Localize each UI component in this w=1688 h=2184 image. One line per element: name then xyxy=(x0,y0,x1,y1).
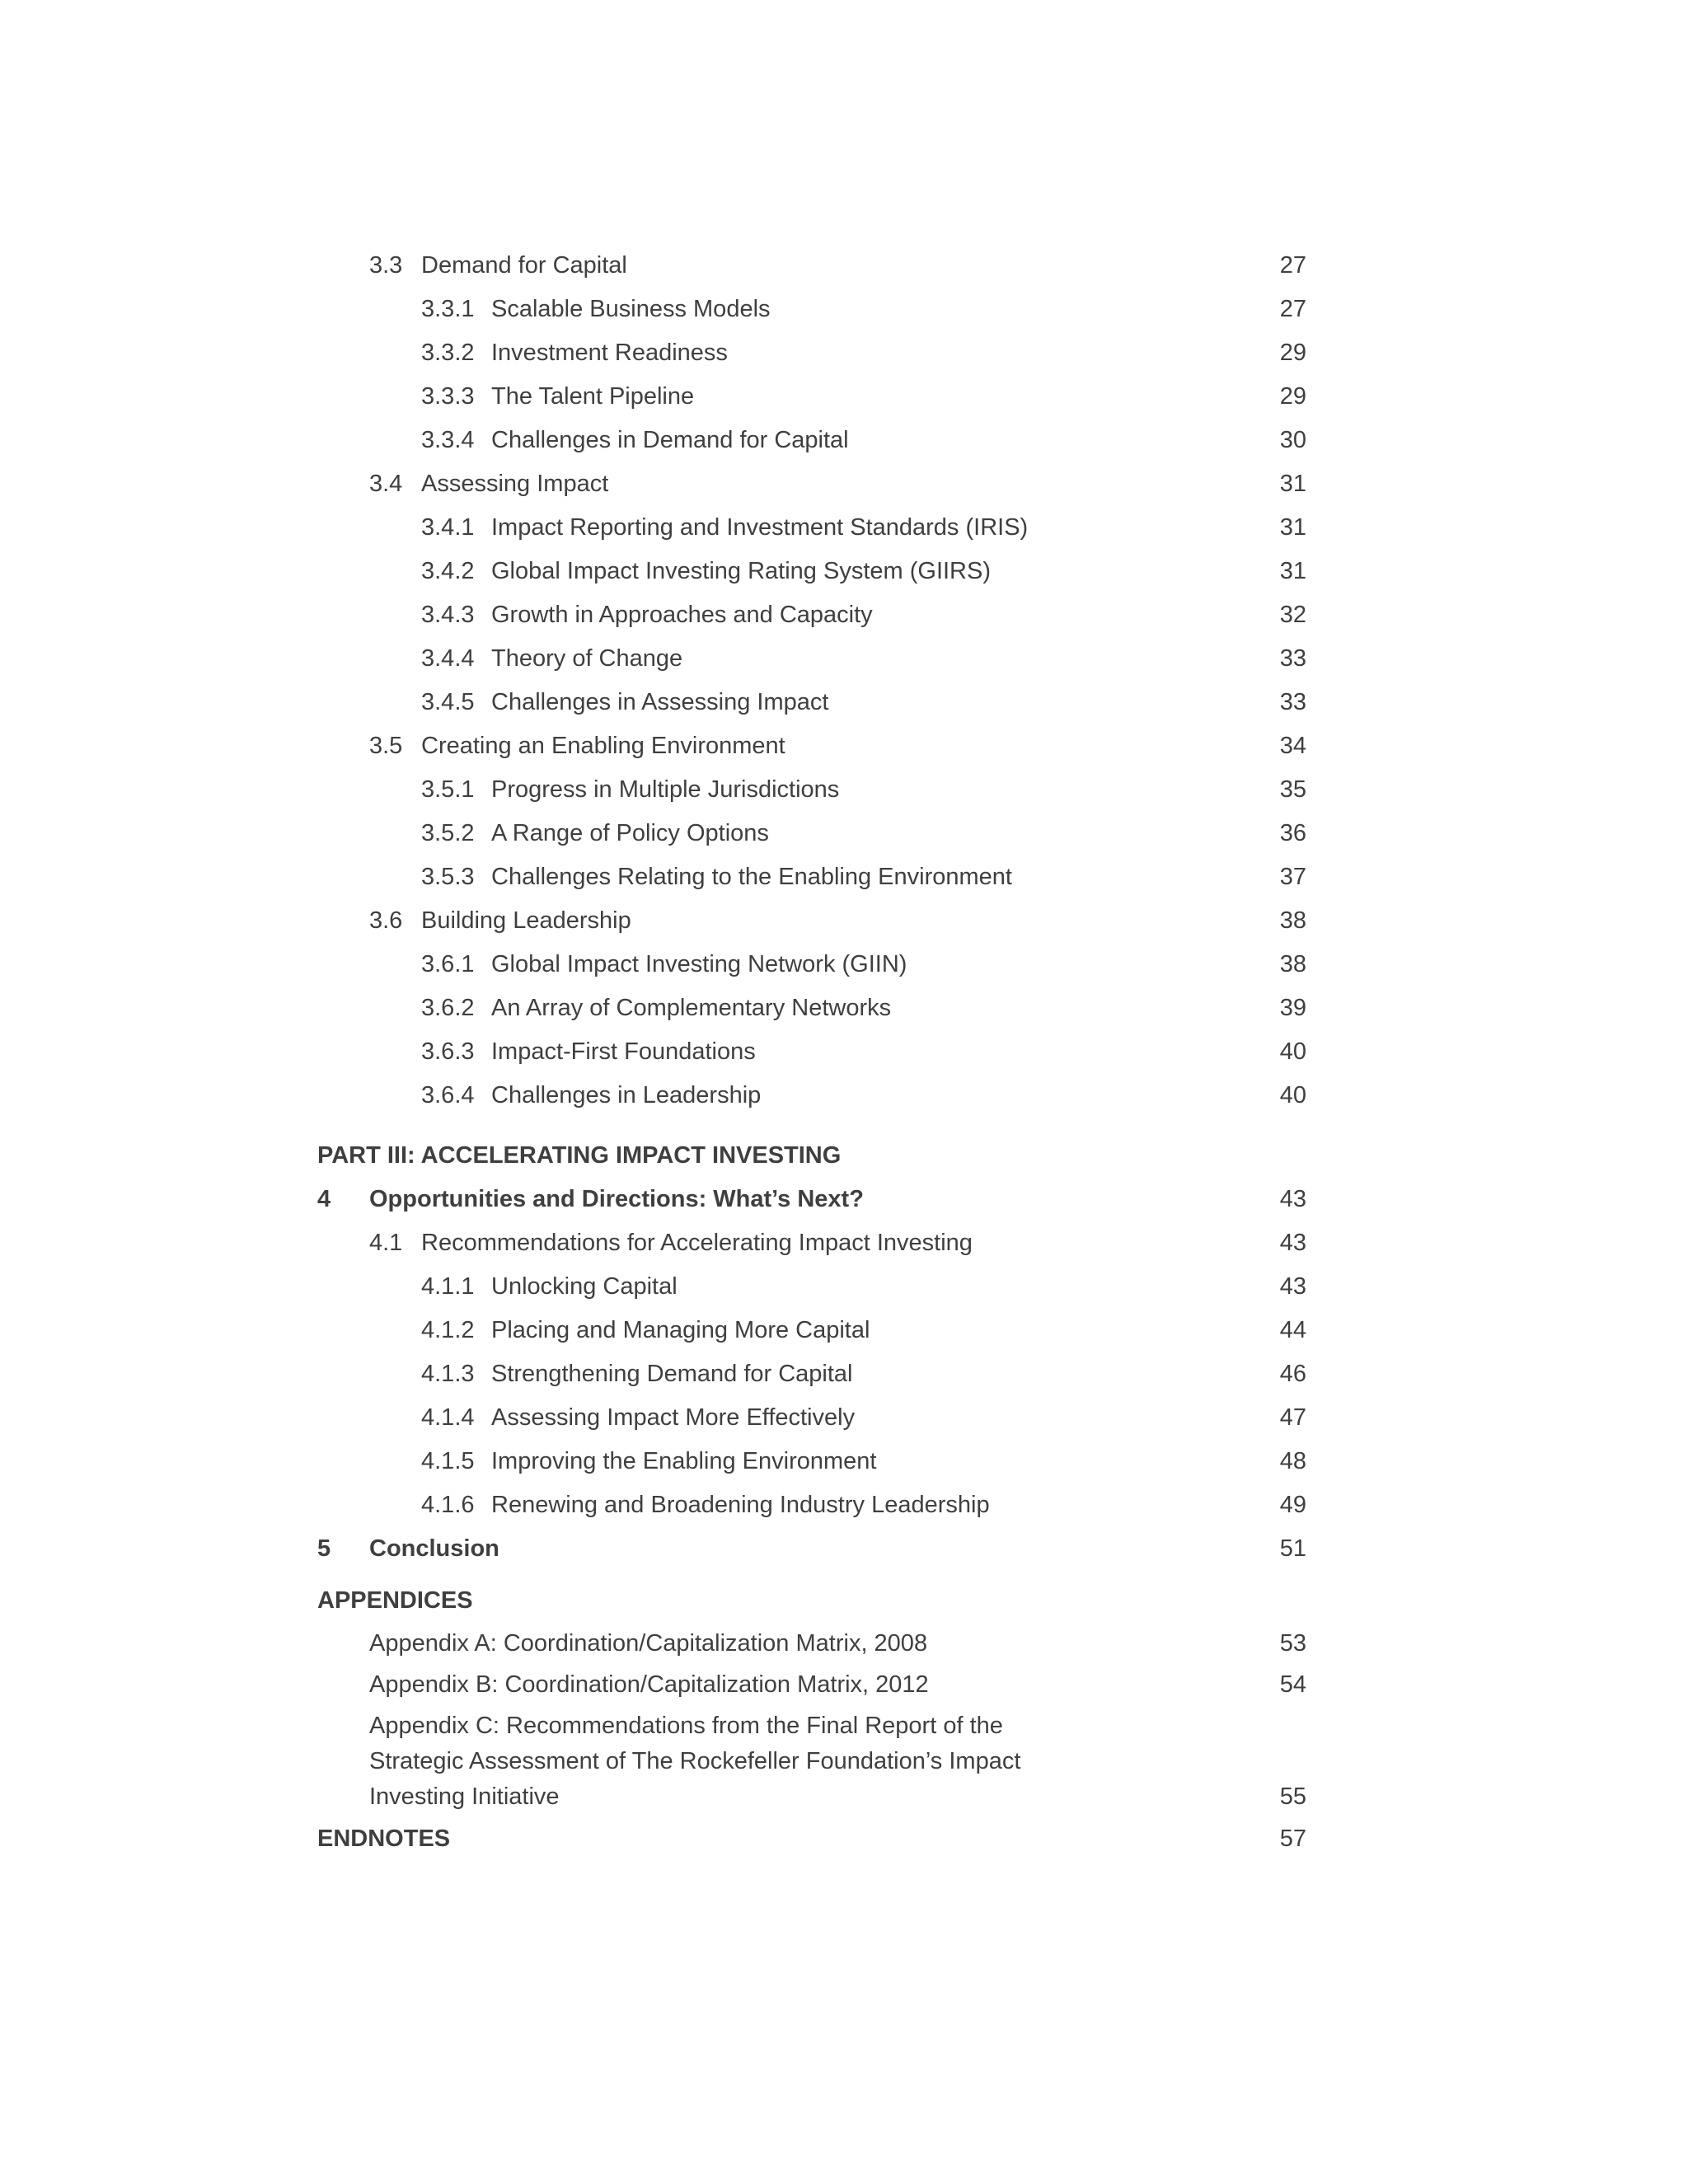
toc-entry[interactable] xyxy=(317,1077,1306,1121)
toc-entry-page: 39 xyxy=(1279,995,1306,1021)
toc-chapter-entry[interactable] xyxy=(317,1181,1306,1225)
toc-entry[interactable] xyxy=(317,1356,1306,1399)
appendix-entry[interactable] xyxy=(317,1667,1306,1703)
toc-entry-title: Placing and Managing More Capital xyxy=(491,1317,870,1343)
toc-entry-title: Strengthening Demand for Capital xyxy=(491,1361,853,1387)
toc-entry-title: Challenges in Leadership xyxy=(491,1082,762,1108)
toc-entry-page: 48 xyxy=(1279,1448,1306,1474)
toc-entry-title: Investment Readiness xyxy=(491,340,728,366)
toc-entry-title: Challenges in Assessing Impact xyxy=(491,689,829,715)
toc-entry-page: 43 xyxy=(1279,1186,1306,1212)
appendix-entry[interactable] xyxy=(317,1626,1306,1661)
toc-entry-number: 3.5.2 xyxy=(421,820,475,846)
toc-entry-page: 43 xyxy=(1279,1230,1306,1256)
toc-entry[interactable] xyxy=(317,859,1306,902)
toc-entry[interactable] xyxy=(317,509,1306,553)
toc-entry-title: Global Impact Investing Rating System (GIIRS) xyxy=(491,558,991,584)
toc-entry-title: Unlocking Capital xyxy=(491,1273,678,1300)
toc-entry-number: 4.1.4 xyxy=(421,1404,475,1431)
toc-entry-title: Theory of Change xyxy=(491,645,683,672)
toc-entry[interactable] xyxy=(317,1443,1306,1487)
toc-entry[interactable] xyxy=(317,815,1306,859)
toc-entry-number: 4.1.5 xyxy=(421,1448,475,1474)
endnotes-entry[interactable] xyxy=(317,1821,1306,1864)
toc-entry[interactable] xyxy=(317,597,1306,640)
toc-entry-title: Progress in Multiple Jurisdictions xyxy=(491,776,840,803)
toc-entry-page: 33 xyxy=(1279,689,1306,715)
toc-entry-title: Impact Reporting and Investment Standards (IRIS) xyxy=(491,514,1029,541)
toc-entry-title: Conclusion xyxy=(369,1535,499,1562)
toc-entry-page: 47 xyxy=(1279,1404,1306,1431)
toc-entry-title: Challenges Relating to the Enabling Environment xyxy=(491,864,1012,890)
toc-entry-page: 43 xyxy=(1279,1273,1306,1300)
endnotes-title: ENDNOTES xyxy=(317,1825,451,1852)
toc-entry-number: 3.5.1 xyxy=(421,776,475,803)
part-heading-title: PART III: ACCELERATING IMPACT INVESTING xyxy=(317,1142,842,1169)
toc-entry-page: 51 xyxy=(1279,1535,1306,1562)
toc-entry-page: 30 xyxy=(1279,427,1306,453)
toc-entry-title: Assessing Impact More Effectively xyxy=(491,1404,856,1431)
toc-entry-number: 3.6.2 xyxy=(421,995,475,1021)
toc-entry[interactable] xyxy=(317,1487,1306,1530)
endnotes-page: 57 xyxy=(1279,1825,1306,1852)
toc-entry[interactable] xyxy=(317,378,1306,422)
toc-entry-number: 4.1 xyxy=(369,1230,403,1256)
toc-entry-page: 40 xyxy=(1279,1038,1306,1065)
toc-entry-number: 3.3.4 xyxy=(421,427,475,453)
toc-entry-page: 33 xyxy=(1279,645,1306,672)
toc-entry[interactable] xyxy=(317,247,1306,291)
appendix-entry-page: 53 xyxy=(1279,1630,1306,1657)
toc-entry-title: A Range of Policy Options xyxy=(491,820,769,846)
toc-entry[interactable] xyxy=(317,902,1306,946)
toc-entry-number: 3.6.3 xyxy=(421,1038,475,1065)
toc-entry-page: 31 xyxy=(1279,471,1306,497)
toc-entry-number: 3.4.4 xyxy=(421,645,475,672)
toc-entry-page: 37 xyxy=(1279,864,1306,890)
toc-entry-number: 3.3.1 xyxy=(421,296,475,322)
toc-entry-title: Growth in Approaches and Capacity xyxy=(491,602,873,628)
toc-entry-title: Creating an Enabling Environment xyxy=(421,733,785,759)
toc-entry-title: Improving the Enabling Environment xyxy=(491,1448,877,1474)
toc-entry[interactable] xyxy=(317,640,1306,684)
toc-entry-number: 3.6.4 xyxy=(421,1082,475,1108)
toc-entry-title: Recommendations for Accelerating Impact Investing xyxy=(421,1230,973,1256)
toc-entry-number: 3.6.1 xyxy=(421,951,475,977)
toc-entry-page: 46 xyxy=(1279,1361,1306,1387)
toc-entry-page: 35 xyxy=(1279,776,1306,803)
toc-entry-title: Impact-First Foundations xyxy=(491,1038,756,1065)
toc-entry-page: 40 xyxy=(1279,1082,1306,1108)
appendices-heading xyxy=(317,1582,1306,1626)
toc-entry-page: 44 xyxy=(1279,1317,1306,1343)
toc-entry-title: The Talent Pipeline xyxy=(491,383,695,410)
toc-entry-number: 3.3.3 xyxy=(421,383,475,410)
toc-entry[interactable] xyxy=(317,422,1306,466)
toc-entry[interactable] xyxy=(317,466,1306,509)
toc-entry-page: 38 xyxy=(1279,951,1306,977)
toc-entry-title: Demand for Capital xyxy=(421,252,627,279)
toc-entry[interactable] xyxy=(317,990,1306,1033)
toc-entry-number: 3.4.3 xyxy=(421,602,475,628)
toc-entry-number: 4.1.1 xyxy=(421,1273,475,1300)
toc-entry-page: 32 xyxy=(1279,602,1306,628)
toc-entry[interactable] xyxy=(317,1312,1306,1356)
toc-entry-title: Assessing Impact xyxy=(421,471,609,497)
toc-entry-title: Building Leadership xyxy=(421,907,631,934)
appendix-entry-title: Appendix A: Coordination/Capitalization Matrix, 2008 xyxy=(369,1630,928,1657)
toc-entry-page: 49 xyxy=(1279,1492,1306,1518)
toc-entry-page: 31 xyxy=(1279,514,1306,541)
toc-entry[interactable] xyxy=(317,335,1306,378)
toc-entry[interactable] xyxy=(317,553,1306,597)
toc-entry-number: 3.5.3 xyxy=(421,864,475,890)
toc-entry[interactable] xyxy=(317,1033,1306,1077)
part-heading xyxy=(317,1137,1306,1181)
toc-entry-number: 3.4.1 xyxy=(421,514,475,541)
toc-entry-number: 3.4.5 xyxy=(421,689,475,715)
table-of-contents xyxy=(317,247,1306,1864)
toc-entry-page: 29 xyxy=(1279,340,1306,366)
toc-entry-title: Challenges in Demand for Capital xyxy=(491,427,849,453)
toc-entry-number: 3.5 xyxy=(369,733,403,759)
toc-entry-number: 5 xyxy=(317,1535,331,1562)
toc-entry-page: 27 xyxy=(1279,296,1306,322)
toc-entry-title: An Array of Complementary Networks xyxy=(491,995,892,1021)
toc-entry[interactable] xyxy=(317,1225,1306,1268)
toc-entry-number: 3.3.2 xyxy=(421,340,475,366)
appendix-entry[interactable] xyxy=(317,1708,1306,1815)
toc-entry-title: Opportunities and Directions: What’s Next? xyxy=(369,1186,864,1212)
appendix-entry-title: Appendix C: Recommendations from the Final Report of the Strategic Assessment of The Rockefeller Foundation’s Impact Investing Initiative xyxy=(369,1713,1021,1810)
toc-entry-title: Renewing and Broadening Industry Leadership xyxy=(491,1492,990,1518)
toc-entry-page: 31 xyxy=(1279,558,1306,584)
toc-entry-number: 3.6 xyxy=(369,907,403,934)
toc-entry-number: 4 xyxy=(317,1186,331,1212)
toc-entry[interactable] xyxy=(317,728,1306,771)
toc-entry-page: 29 xyxy=(1279,383,1306,410)
toc-entry[interactable] xyxy=(317,1268,1306,1312)
toc-entry[interactable] xyxy=(317,1399,1306,1443)
toc-entry-number: 4.1.6 xyxy=(421,1492,475,1518)
toc-entry-number: 3.4 xyxy=(369,471,403,497)
toc-entry-number: 4.1.3 xyxy=(421,1361,475,1387)
appendix-entry-title: Appendix B: Coordination/Capitalization Matrix, 2012 xyxy=(369,1671,929,1698)
toc-entry-page: 34 xyxy=(1279,733,1306,759)
appendix-entry-page: 55 xyxy=(1279,1783,1306,1810)
toc-chapter-entry[interactable] xyxy=(317,1530,1306,1574)
toc-entry-number: 3.3 xyxy=(369,252,403,279)
toc-entry-page: 38 xyxy=(1279,907,1306,934)
toc-entry[interactable] xyxy=(317,291,1306,335)
appendix-entry-page: 54 xyxy=(1279,1671,1306,1698)
toc-entry[interactable] xyxy=(317,946,1306,990)
toc-entry-title: Global Impact Investing Network (GIIN) xyxy=(491,951,907,977)
toc-entry-page: 27 xyxy=(1279,252,1306,279)
appendices-heading-title: APPENDICES xyxy=(317,1587,473,1614)
toc-entry-page: 36 xyxy=(1279,820,1306,846)
toc-entry-title: Scalable Business Models xyxy=(491,296,771,322)
toc-entry[interactable] xyxy=(317,684,1306,728)
toc-entry[interactable] xyxy=(317,771,1306,815)
toc-entry-number: 3.4.2 xyxy=(421,558,475,584)
toc-entry-number: 4.1.2 xyxy=(421,1317,475,1343)
